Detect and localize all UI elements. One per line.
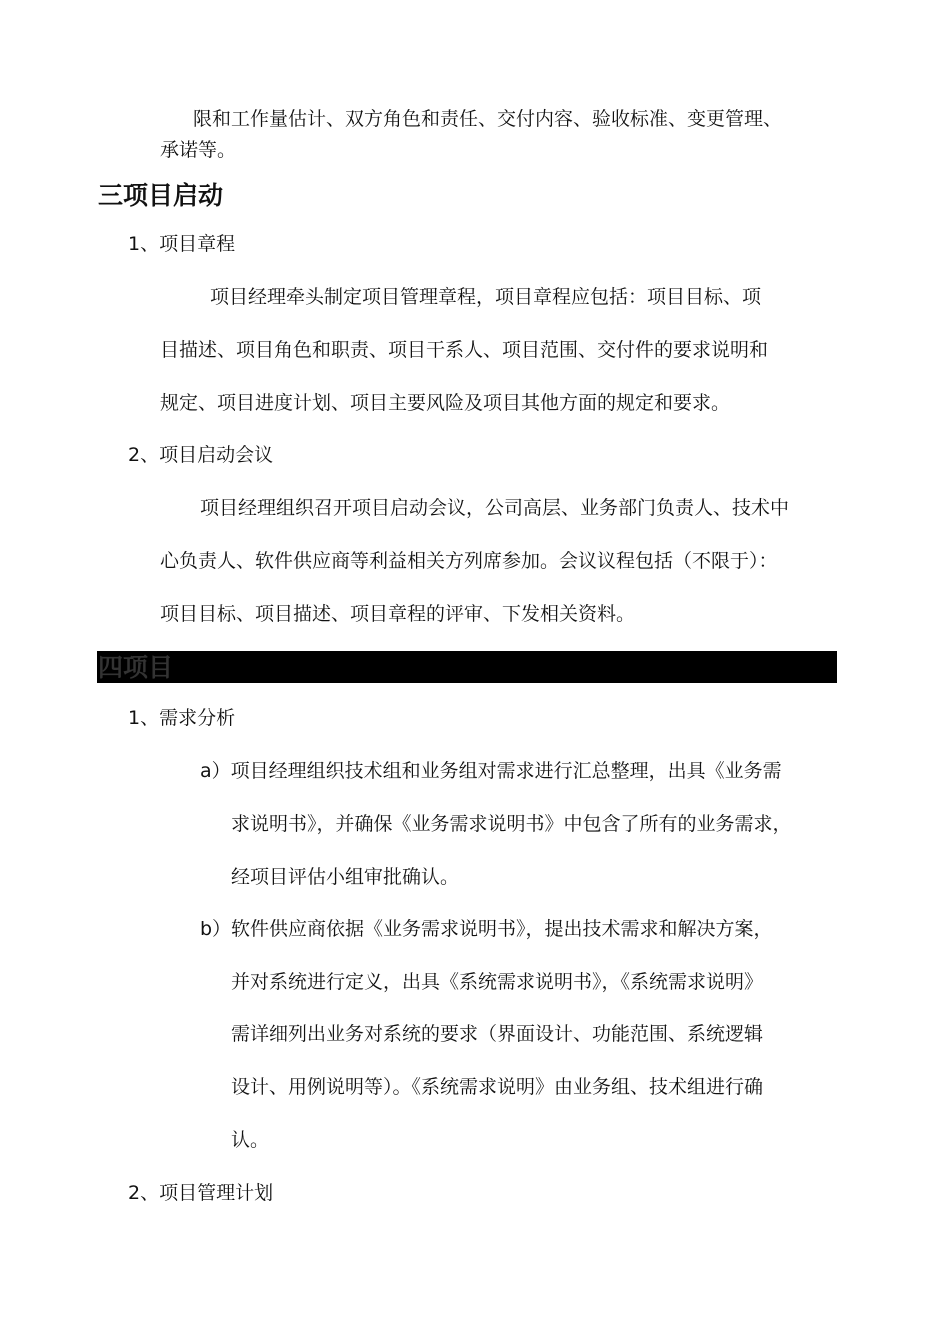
section-3-item-1-line-3: 规定、项目进度计划、项目主要风险及项目其他方面的规定和要求。 bbox=[160, 392, 731, 414]
section-4-item-1-b-line-1: b）软件供应商依据《业务需求说明书》，提出技术需求和解决方案， bbox=[200, 918, 773, 940]
section-3-item-1-line-2: 目描述、项目角色和职责、项目干系人、项目范围、交付件的要求说明和 bbox=[160, 339, 769, 361]
intro-line-2: 承诺等。 bbox=[160, 139, 237, 161]
intro-line-1: 限和工作量估计、双方角色和责任、交付内容、验收标准、变更管理、 bbox=[193, 108, 783, 130]
section-4-item-1-heading: 1、需求分析 bbox=[128, 707, 236, 729]
section-4-item-1-b-line-2: 并对系统进行定义，出具《系统需求说明书》，《系统需求说明》 bbox=[231, 971, 764, 993]
section-4-title: 四项目 bbox=[98, 653, 174, 682]
section-3-item-2-line-3: 项目目标、项目描述、项目章程的评审、下发相关资料。 bbox=[160, 603, 636, 625]
section-3-item-2-line-2: 心负责人、软件供应商等利益相关方列席参加。会议议程包括（不限于）： bbox=[160, 550, 778, 572]
section-3-item-1-line-1: 项目经理牵头制定项目管理章程，项目章程应包括：项目目标、项 bbox=[210, 286, 762, 308]
section-4-item-1-a-line-1: a）项目经理组织技术组和业务组对需求进行汇总整理，出具《业务需 bbox=[200, 760, 782, 782]
section-4-item-1-b-line-4: 设计、用例说明等）。《系统需求说明》由业务组、技术组进行确 bbox=[231, 1076, 764, 1098]
section-3-item-2-line-1: 项目经理组织召开项目启动会议，公司高层、业务部门负责人、技术中 bbox=[200, 497, 790, 519]
section-3-item-2-heading: 2、项目启动会议 bbox=[128, 444, 274, 466]
section-4-item-2-heading: 2、项目管理计划 bbox=[128, 1182, 274, 1204]
section-4-item-1-a-line-3: 经项目评估小组审批确认。 bbox=[231, 866, 460, 888]
section-4-title-redaction-bar bbox=[97, 651, 837, 683]
section-4-item-1-b-line-3: 需详细列出业务对系统的要求（界面设计、功能范围、系统逻辑 bbox=[231, 1023, 764, 1045]
section-4-item-1-a-line-2: 求说明书》，并确保《业务需求说明书》中包含了所有的业务需求， bbox=[231, 813, 792, 835]
section-3-title: 三项目启动 bbox=[98, 181, 224, 210]
section-3-item-1-heading: 1、项目章程 bbox=[128, 233, 236, 255]
section-4-item-1-b-line-5: 认。 bbox=[231, 1129, 270, 1151]
